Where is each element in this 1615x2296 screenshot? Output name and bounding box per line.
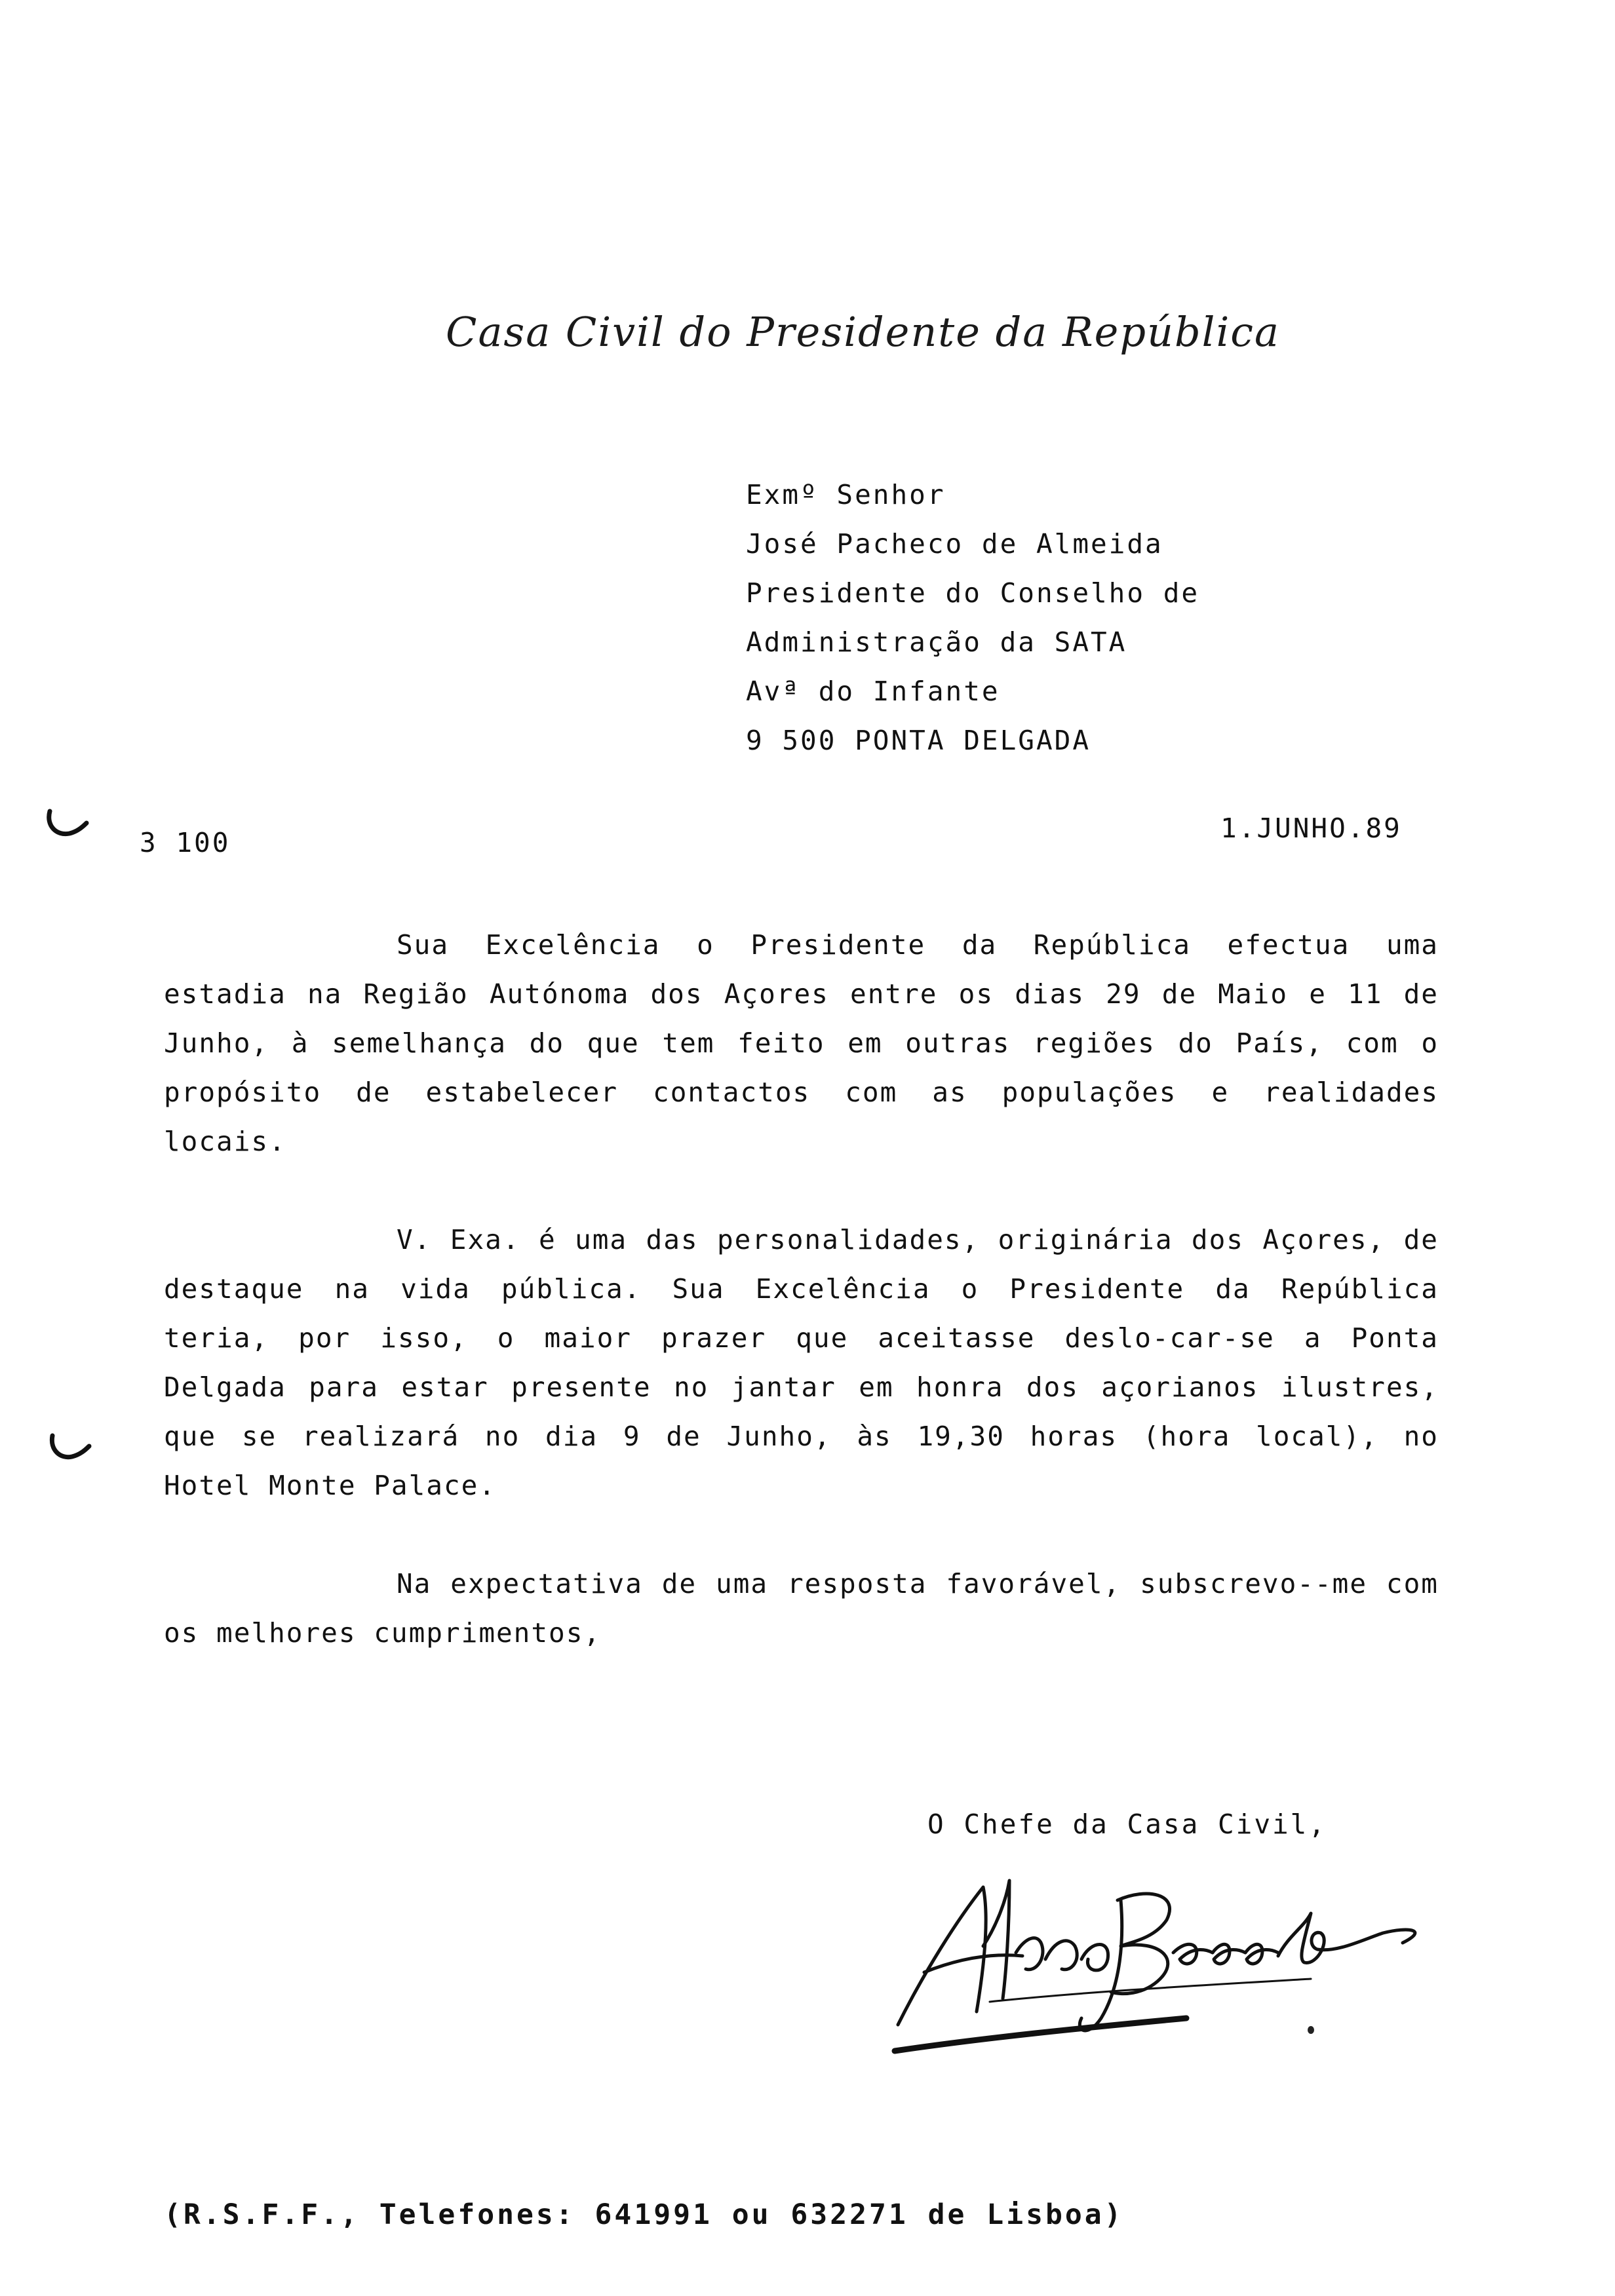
- recipient-line: Exmº Senhor: [746, 479, 946, 510]
- letterhead: Casa Civil do Presidente da República: [446, 308, 1280, 356]
- margin-check-mark: [45, 807, 90, 840]
- recipient-line: Avª do Infante: [746, 676, 1000, 707]
- recipient-line: Administração da SATA: [746, 626, 1127, 658]
- body-paragraph: V. Exa. é uma das personalidades, originária dos Açores, de destaque na vida pública. Sua Excelência o Presidente da República teria, por isso, o maior prazer que aceitasse deslo-car-se a Ponta Delgada para estar presente no jantar em honra dos açorianos ilustres, que se realizará no dia 9 de Junho, às 19,30 horas (hora local), no Hotel Monte Palace.: [164, 1224, 1439, 1501]
- recipient-line: José Pacheco de Almeida: [746, 528, 1163, 560]
- reference-number: 3 100: [140, 827, 231, 858]
- recipient-address: [746, 470, 1199, 765]
- signature-name: Alfredo Barroso: [891, 2046, 965, 2057]
- letter-body: [164, 921, 1439, 1707]
- body-paragraph: Na expectativa de uma resposta favorável, subscrevo--me com os melhores cumprimentos,: [164, 1568, 1439, 1649]
- margin-check-mark: [47, 1432, 93, 1464]
- handwritten-signature: [885, 1861, 1435, 2057]
- recipient-line: 9 500 PONTA DELGADA: [746, 725, 1091, 756]
- closing-line: O Chefe da Casa Civil,: [927, 1808, 1327, 1840]
- letter-date: 1.JUNHO.89: [1220, 813, 1402, 844]
- recipient-line: Presidente do Conselho de: [746, 577, 1200, 609]
- ink-speck: [1308, 2026, 1314, 2034]
- body-paragraph: Sua Excelência o Presidente da República efectua uma estadia na Região Autónoma dos Açores entre os dias 29 de Maio e 11 de Junho, à semelhança do que tem feito em outras regiões do País, com o propósito de estabelecer contactos com as populações e realidades locais.: [164, 929, 1439, 1157]
- footer-contact: (R.S.F.F., Telefones: 641991 ou 632271 de Lisboa): [164, 2198, 1124, 2231]
